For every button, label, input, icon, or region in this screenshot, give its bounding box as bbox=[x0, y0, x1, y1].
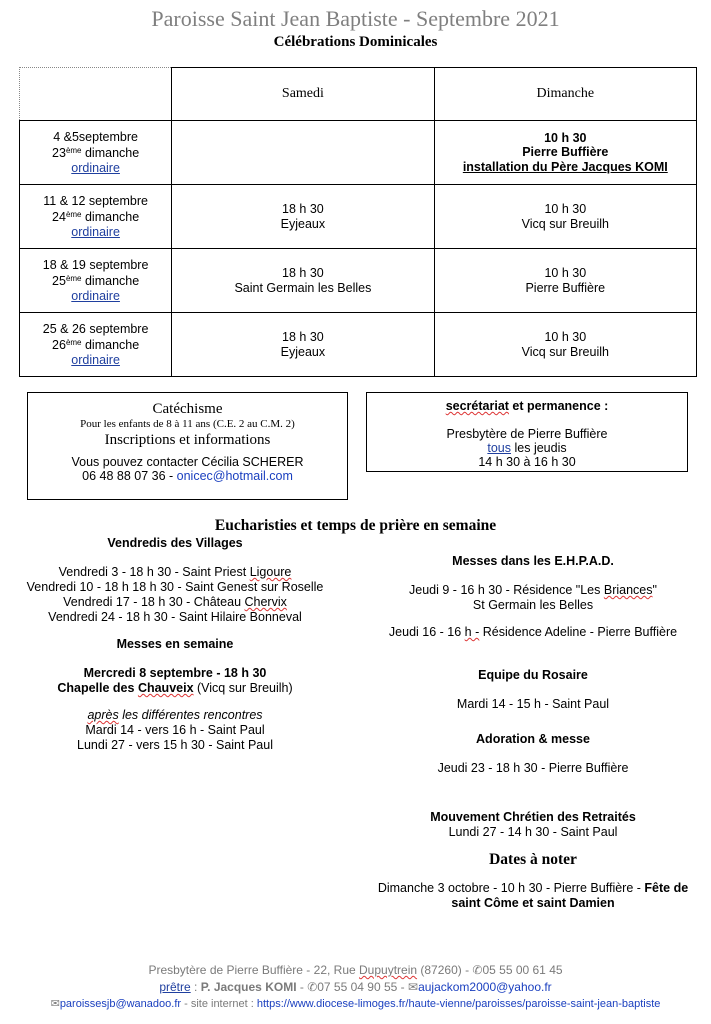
secretariat-box bbox=[366, 392, 688, 472]
dimanche-note: installation du Père Jacques KOMI bbox=[462, 159, 668, 174]
column-header-samedi: Samedi bbox=[172, 68, 434, 121]
date-cell bbox=[20, 313, 172, 377]
priest-email-link[interactable]: aujackom2000@yahoo.fr bbox=[418, 980, 552, 994]
ordinary-link[interactable]: ordinaire bbox=[71, 352, 120, 367]
dates-line1: Dimanche 3 octobre - 10 h 30 - Pierre Buffière - Fête de bbox=[377, 881, 689, 895]
messes-heading: Messes en semaine bbox=[116, 637, 234, 651]
samedi-cell bbox=[172, 249, 434, 313]
villages-heading: Vendredis des Villages bbox=[107, 536, 243, 550]
week-text: 25ème dimanche bbox=[52, 274, 140, 289]
ehpad-line1: Jeudi 9 - 16 h 30 - Résidence "Les Briances" bbox=[409, 583, 657, 597]
lundi-line: Lundi 27 - vers 15 h 30 - Saint Paul bbox=[77, 738, 273, 752]
dates-heading: Dates à noter bbox=[489, 851, 577, 868]
date-cell bbox=[20, 185, 172, 249]
village-item: Vendredi 3 - 18 h 30 - Saint Priest Ligoure bbox=[58, 565, 292, 579]
samedi-cell bbox=[172, 121, 434, 185]
table-row bbox=[20, 249, 697, 313]
table-row bbox=[20, 121, 697, 185]
messes-line2: Chapelle des Chauveix (Vicq sur Breuilh) bbox=[57, 681, 293, 695]
samedi-cell bbox=[172, 185, 434, 249]
dimanche-cell bbox=[434, 249, 696, 313]
dimanche-time: 10 h 30 bbox=[544, 266, 587, 280]
rosaire-line: Mardi 14 - 15 h - Saint Paul bbox=[456, 697, 610, 711]
dimanche-time: 10 h 30 bbox=[544, 130, 587, 145]
dimanche-cell bbox=[434, 121, 696, 185]
catechisme-phone: 06 48 88 07 36 - bbox=[82, 469, 177, 483]
table-row bbox=[20, 313, 697, 377]
village-item: Vendredi 24 - 18 h 30 - Saint Hilaire Bonneval bbox=[48, 610, 302, 624]
dimanche-time: 10 h 30 bbox=[544, 330, 587, 344]
catechisme-phone-line bbox=[28, 469, 347, 483]
table-header-blank bbox=[20, 68, 172, 121]
week-text: 24ème dimanche bbox=[52, 210, 140, 225]
catechisme-contact: Vous pouvez contacter Cécilia SCHERER bbox=[71, 455, 304, 469]
adoration-line: Jeudi 23 - 18 h 30 - Pierre Buffière bbox=[437, 761, 629, 775]
page-subtitle: Célébrations Dominicales bbox=[273, 34, 438, 50]
date-text: 4 &5septembre bbox=[53, 129, 138, 144]
samedi-time: 18 h 30 bbox=[282, 266, 324, 280]
ordinary-link[interactable]: ordinaire bbox=[71, 288, 120, 303]
footer-priest: prêtre : P. Jacques KOMI - ✆07 55 04 90 55 - ✉aujackom2000@yahoo.fr bbox=[159, 980, 552, 994]
date-text: 25 & 26 septembre bbox=[42, 321, 149, 336]
dimanche-place: Pierre Buffière bbox=[525, 280, 606, 295]
catechisme-inscriptions: Inscriptions et informations bbox=[104, 432, 271, 448]
village-item: Vendredi 10 - 18 h 18 h 30 - Saint Genest sur Roselle bbox=[26, 580, 324, 594]
left-column bbox=[0, 536, 350, 753]
mcr-heading: Mouvement Chrétien des Retraités bbox=[430, 810, 636, 824]
date-text: 11 & 12 septembre bbox=[43, 193, 148, 208]
envelope-icon: ✉ bbox=[408, 980, 419, 994]
week-text: 23ème dimanche bbox=[52, 146, 140, 161]
rosaire-heading: Equipe du Rosaire bbox=[478, 668, 588, 682]
adoration-heading: Adoration & messe bbox=[476, 732, 590, 746]
messes-line1: Mercredi 8 septembre - 18 h 30 bbox=[83, 666, 267, 680]
dimanche-place: Vicq sur Breuilh bbox=[521, 344, 609, 359]
samedi-cell bbox=[172, 313, 434, 377]
samedi-place: Eyjeaux bbox=[280, 344, 326, 359]
right-column bbox=[355, 554, 711, 911]
village-item: Vendredi 17 - 18 h 30 - Château Chervix bbox=[63, 595, 287, 609]
date-cell bbox=[20, 121, 172, 185]
page-title: Paroisse Saint Jean Baptiste - Septembre 2021 bbox=[151, 6, 560, 31]
samedi-time: 18 h 30 bbox=[282, 330, 324, 344]
mcr-line: Lundi 27 - 14 h 30 - Saint Paul bbox=[448, 825, 618, 839]
ehpad-line2: St Germain les Belles bbox=[472, 598, 594, 612]
footer-web: ✉paroissesjb@wanadoo.fr - site internet : https://www.diocese-limoges.fr/haute-vienne/paroisses/paroisse-saint-jean-baptiste bbox=[50, 998, 661, 1010]
ordinary-link[interactable]: ordinaire bbox=[71, 160, 120, 175]
column-header-dimanche: Dimanche bbox=[434, 68, 696, 121]
date-text: 18 & 19 septembre bbox=[42, 257, 149, 272]
date-cell bbox=[20, 249, 172, 313]
dimanche-place: Vicq sur Breuilh bbox=[521, 216, 609, 231]
samedi-time: 18 h 30 bbox=[282, 202, 324, 216]
weekday-heading: Eucharisties et temps de prière en semaine bbox=[214, 517, 497, 534]
after-meetings: après les différentes rencontres bbox=[87, 708, 263, 722]
mardi-line: Mardi 14 - vers 16 h - Saint Paul bbox=[85, 723, 265, 737]
catechisme-ages: Pour les enfants de 8 à 11 ans (C.E. 2 au C.M. 2) bbox=[80, 418, 295, 430]
secretariat-days: tous les jeudis bbox=[487, 441, 567, 455]
secretariat-title: secrétariat et permanence : bbox=[445, 399, 609, 413]
table-row bbox=[20, 185, 697, 249]
envelope-icon: ✉ bbox=[50, 998, 60, 1010]
ehpad-line3: Jeudi 16 - 16 h - Résidence Adeline - Pierre Buffière bbox=[388, 625, 678, 639]
dimanche-cell bbox=[434, 185, 696, 249]
dates-line2: saint Côme et saint Damien bbox=[451, 896, 615, 910]
samedi-place: Eyjeaux bbox=[280, 216, 326, 231]
parish-email-link[interactable]: paroissesjb@wanadoo.fr bbox=[59, 998, 182, 1010]
ehpad-heading: Messes dans les E.H.P.A.D. bbox=[452, 554, 614, 568]
ordinary-link[interactable]: ordinaire bbox=[71, 224, 120, 239]
samedi-place: Saint Germain les Belles bbox=[234, 280, 372, 295]
secretariat-place: Presbytère de Pierre Buffière bbox=[446, 427, 608, 441]
catechisme-box bbox=[27, 392, 348, 500]
table-header-row bbox=[20, 68, 697, 121]
dimanche-time: 10 h 30 bbox=[544, 202, 587, 216]
week-text: 26ème dimanche bbox=[52, 338, 140, 353]
catechisme-title: Catéchisme bbox=[152, 401, 223, 417]
secretariat-hours: 14 h 30 à 16 h 30 bbox=[478, 455, 576, 469]
schedule-table bbox=[19, 67, 697, 377]
catechisme-email-link[interactable]: onicec@hotmail.com bbox=[176, 469, 293, 483]
footer-address: Presbytère de Pierre Buffière - 22, Rue Dupuytrein (87260) - ✆05 55 00 61 45 bbox=[148, 963, 563, 977]
dimanche-place: Pierre Buffière bbox=[522, 145, 609, 160]
dimanche-cell bbox=[434, 313, 696, 377]
website-link[interactable]: https://www.diocese-limoges.fr/haute-vienne/paroisses/paroisse-saint-jean-baptiste bbox=[256, 998, 661, 1010]
